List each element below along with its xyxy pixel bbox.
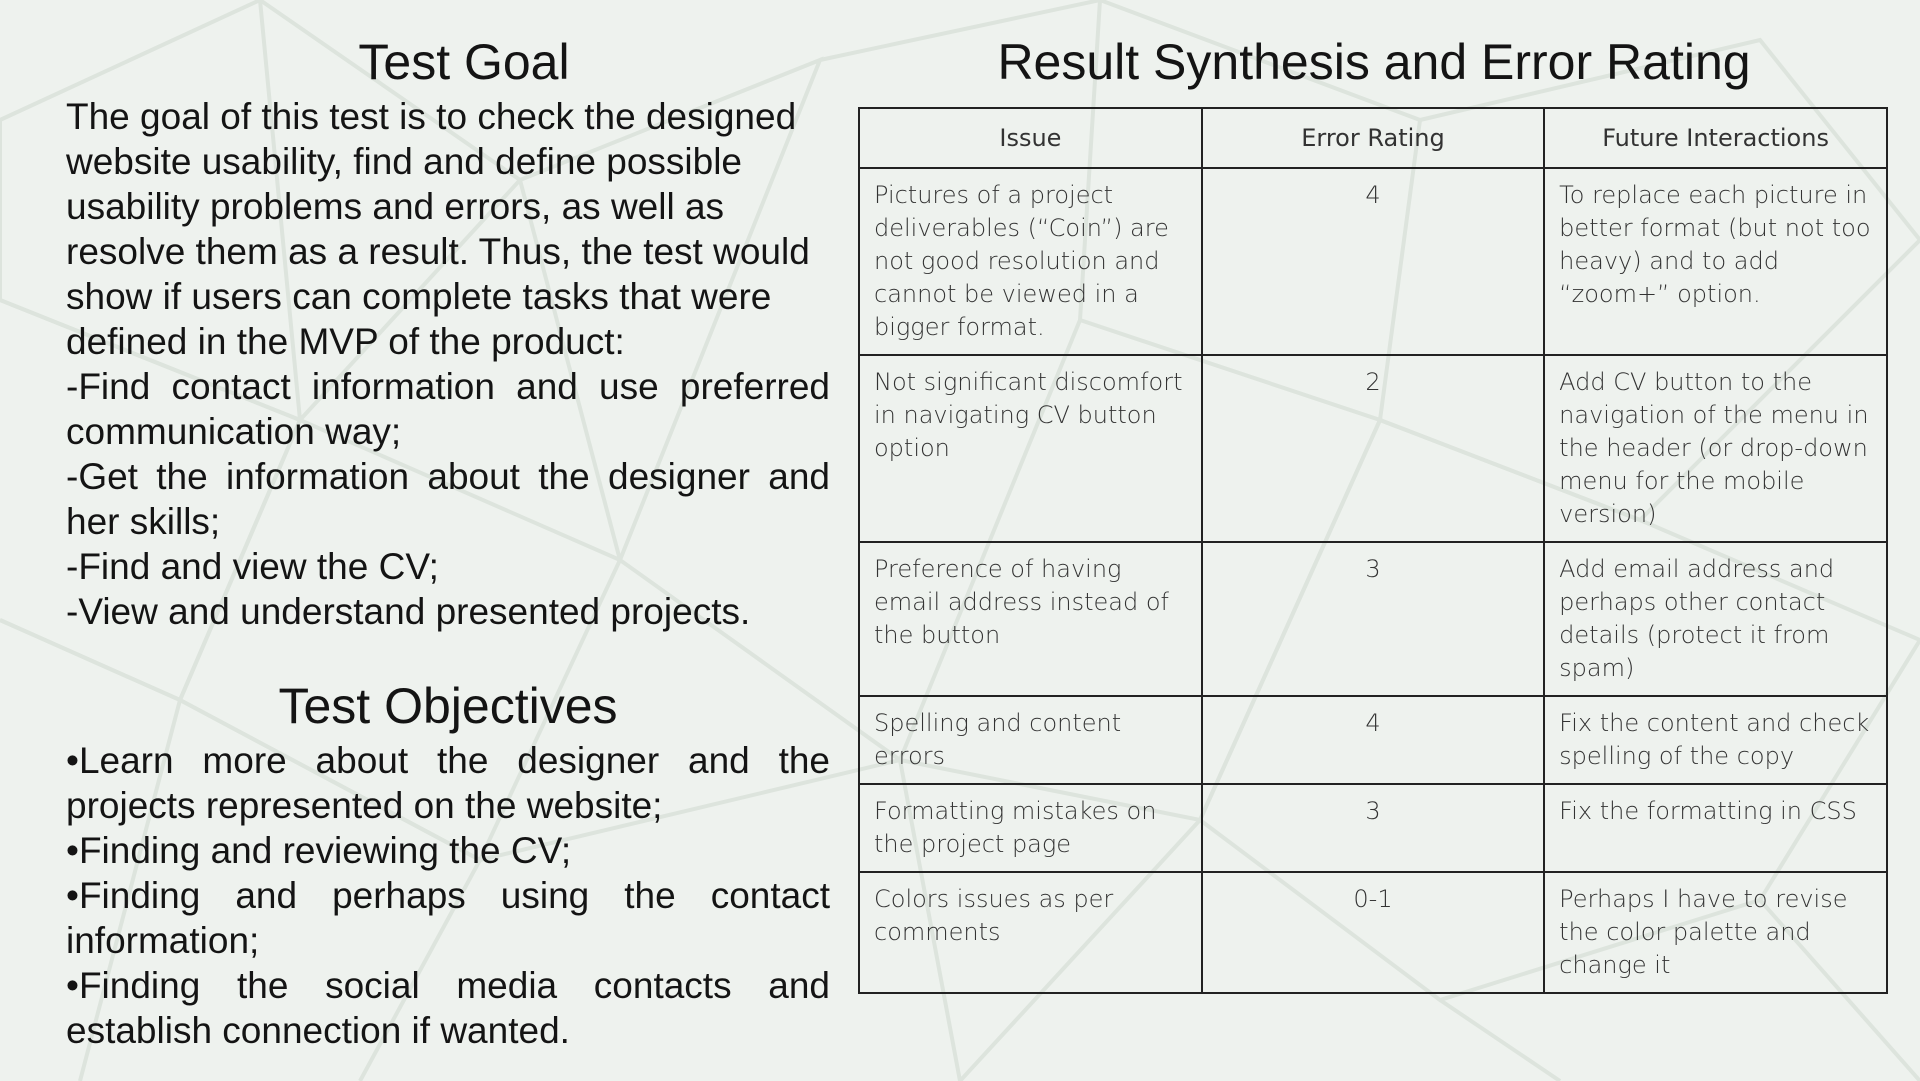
table-row: [859, 355, 1887, 542]
goal-line: defined in the MVP of the product:: [66, 321, 625, 362]
issue-cell: Not significant discomfort in navigating CV button option: [859, 355, 1202, 542]
table-row: [859, 168, 1887, 355]
issue-cell: Pictures of a project deliverables (“Coin”) are not good resolution and cannot be viewed in a bigger format.: [859, 168, 1202, 355]
table-row: [859, 784, 1887, 872]
header-error-rating: Error Rating: [1202, 108, 1544, 168]
rating-cell: 2: [1202, 355, 1544, 542]
test-objectives-title: Test Objectives: [278, 678, 618, 734]
goal-line: resolve them as a result. Thus, the test would: [66, 231, 810, 272]
goal-line: usability problems and errors, as well as: [66, 186, 725, 227]
error-rating-table: [858, 107, 1888, 994]
test-goal-title: Test Goal: [358, 34, 570, 90]
issue-cell: Preference of having email address instead of the button: [859, 542, 1202, 696]
task-item: -View and understand presented projects.: [66, 591, 751, 632]
table-row: [859, 872, 1887, 993]
result-synthesis-column: [858, 30, 1890, 994]
issue-cell: Colors issues as per comments: [859, 872, 1202, 993]
rating-cell: 0-1: [1202, 872, 1544, 993]
task-item: -Find contact information and use preferred communication way;: [66, 366, 830, 452]
rating-cell: 3: [1202, 784, 1544, 872]
table-header-row: [859, 108, 1887, 168]
rating-cell: 4: [1202, 696, 1544, 784]
issue-cell: Spelling and content errors: [859, 696, 1202, 784]
objective-item: •Learn more about the designer and the projects represented on the website;: [66, 740, 830, 826]
objective-item: •Finding and reviewing the CV;: [66, 830, 572, 871]
test-goal-column: [66, 30, 830, 1053]
test-goal-paragraph: [66, 94, 830, 364]
rating-cell: 4: [1202, 168, 1544, 355]
issue-cell: Formatting mistakes on the project page: [859, 784, 1202, 872]
future-cell: Fix the content and check spelling of the copy: [1544, 696, 1887, 784]
rating-cell: 3: [1202, 542, 1544, 696]
goal-line: show if users can complete tasks that were: [66, 276, 772, 317]
table-row: [859, 696, 1887, 784]
future-cell: To replace each picture in better format (but not too heavy) and to add “zoom+” option.: [1544, 168, 1887, 355]
future-cell: Perhaps I have to revise the color palette and change it: [1544, 872, 1887, 993]
table-row: [859, 542, 1887, 696]
header-future-interactions: Future Interactions: [1544, 108, 1887, 168]
future-cell: Add CV button to the navigation of the menu in the header (or drop-down menu for the mobile version): [1544, 355, 1887, 542]
task-item: -Find and view the CV;: [66, 546, 439, 587]
task-item: -Get the information about the designer and her skills;: [66, 456, 830, 542]
objective-item: •Finding the social media contacts and establish connection if wanted.: [66, 965, 830, 1051]
result-synthesis-title: Result Synthesis and Error Rating: [997, 34, 1751, 90]
objective-item: •Finding and perhaps using the contact information;: [66, 875, 830, 961]
goal-line: The goal of this test is to check the designed: [66, 96, 797, 137]
goal-line: website usability, find and define possible: [66, 141, 743, 182]
future-cell: Fix the formatting in CSS: [1544, 784, 1887, 872]
header-issue: Issue: [859, 108, 1202, 168]
future-cell: Add email address and perhaps other contact details (protect it from spam): [1544, 542, 1887, 696]
